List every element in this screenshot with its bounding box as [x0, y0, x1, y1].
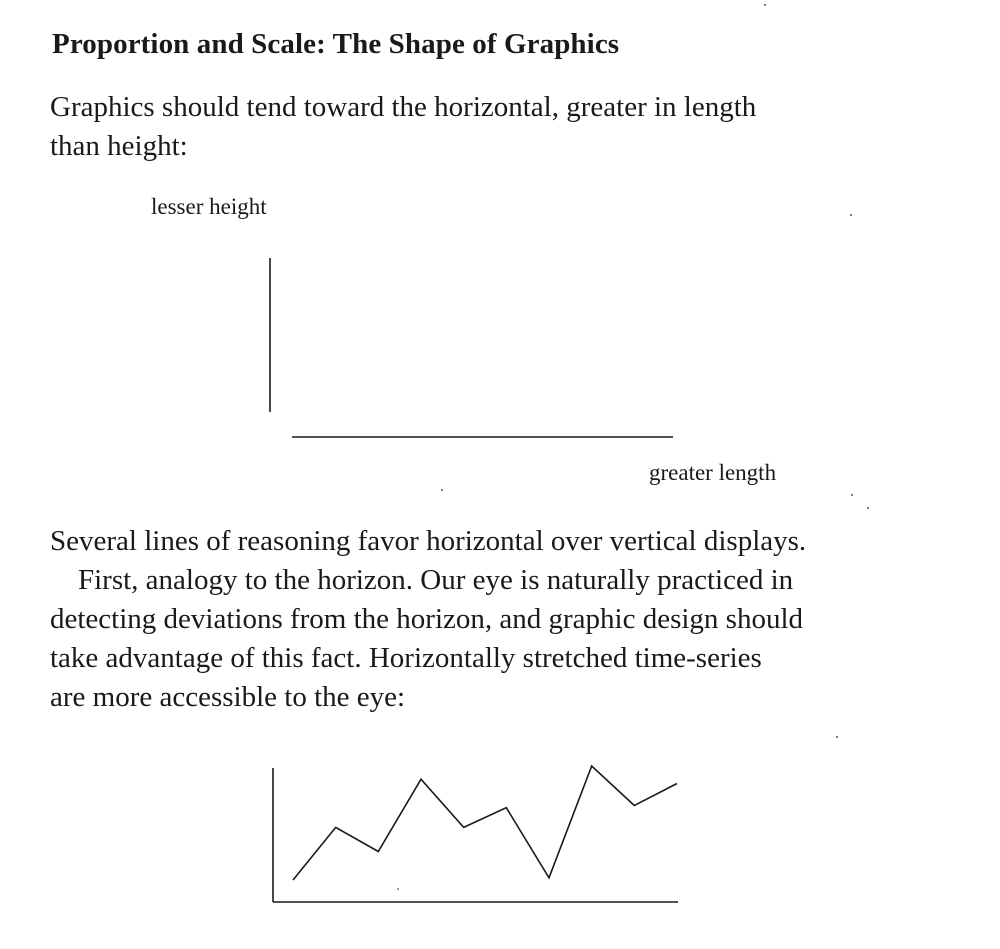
reasoning-line: are more accessible to the eye: — [50, 681, 406, 713]
reasoning-paragraph — [50, 522, 806, 717]
scan-speck — [441, 489, 443, 491]
reasoning-line: detecting deviations from the horizon, and graphic design should — [50, 603, 804, 635]
lesser-height-label: lesser height — [151, 194, 267, 219]
intro-line: than height: — [50, 130, 188, 162]
section-heading: Proportion and Scale: The Shape of Graphics — [52, 28, 620, 60]
greater-length-label: greater length — [649, 460, 777, 485]
timeseries-line — [293, 766, 677, 880]
scan-speck — [397, 888, 399, 890]
scan-speck — [867, 507, 869, 509]
intro-line: Graphics should tend toward the horizontal, greater in length — [50, 91, 757, 123]
reasoning-line: take advantage of this fact. Horizontally stretched time-series — [50, 642, 762, 674]
reasoning-line: First, analogy to the horizon. Our eye is naturally practiced in — [78, 564, 794, 596]
intro-paragraph — [50, 88, 756, 166]
scan-speck — [851, 494, 853, 496]
scan-speck — [836, 736, 838, 738]
reasoning-line: Several lines of reasoning favor horizontal over vertical displays. — [50, 525, 807, 557]
scan-speck — [850, 214, 852, 216]
scan-speck — [764, 4, 766, 6]
